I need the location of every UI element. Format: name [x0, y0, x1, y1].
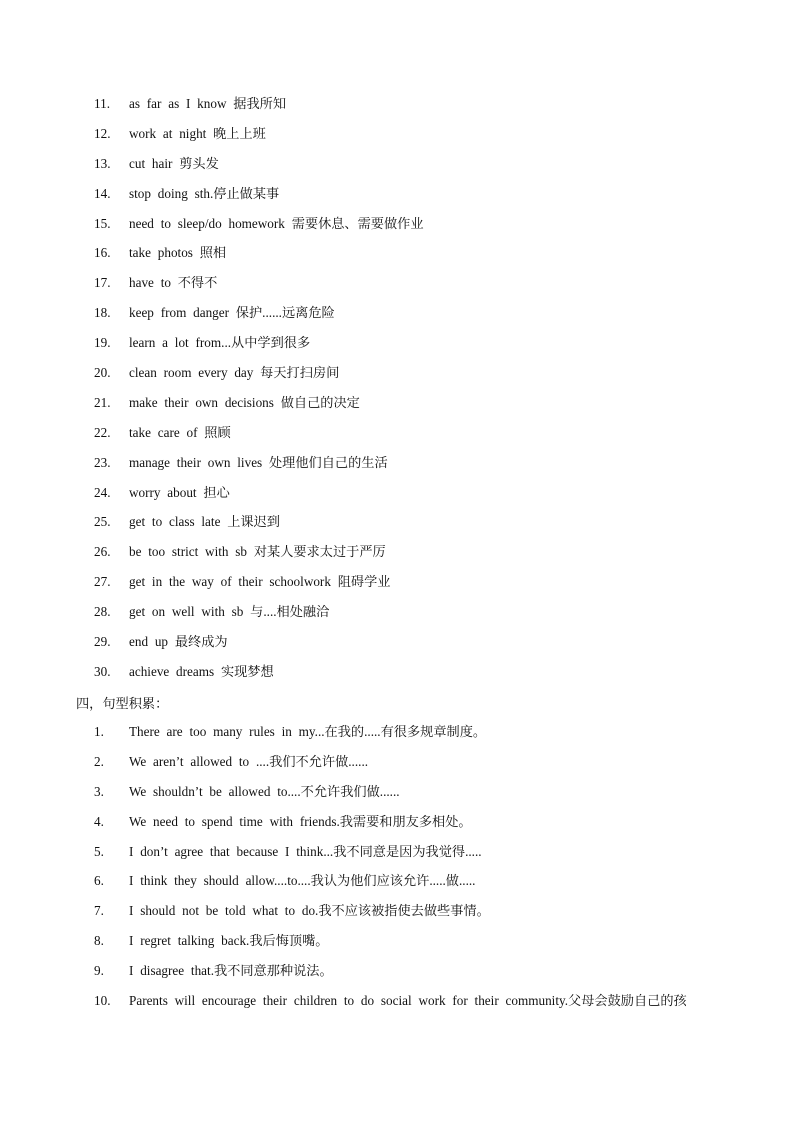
phrase-item: [0, 632, 800, 662]
list-item-text: I don’t agree that because I think...我不同意是因为我觉得.....: [129, 843, 482, 859]
list-item-number: 1.: [94, 724, 104, 739]
phrase-item: [0, 453, 800, 483]
list-item-number: 17.: [94, 275, 111, 291]
list-item-text: We need to spend time with friends.我需要和朋友多相处。: [129, 813, 472, 829]
list-item-text: stop doing sth.停止做某事: [129, 185, 280, 201]
list-item-text: worry about 担心: [129, 484, 230, 500]
list-item-number: 4.: [94, 813, 104, 829]
section-heading: 四，句型积累：: [76, 696, 169, 711]
list-item-number: 22.: [94, 424, 111, 440]
list-item-text: learn a lot from...从中学到很多: [129, 335, 311, 351]
phrase-item: [0, 602, 800, 632]
sentence-item: [0, 961, 800, 991]
list-item-text: cut hair 剪头发: [129, 155, 219, 171]
list-item-number: 10.: [94, 993, 111, 1009]
phrase-item: [0, 124, 800, 154]
list-item-text: keep from danger 保护......远离危险: [129, 305, 335, 321]
list-item-text: clean room every day 每天打扫房间: [129, 365, 340, 381]
phrase-item: [0, 243, 800, 273]
phrase-item: [0, 333, 800, 363]
list-item-number: 21.: [94, 394, 111, 410]
phrase-item: [0, 154, 800, 184]
list-item-text: I should not be told what to do.我不应该被指使去做些事情。: [129, 903, 490, 919]
phrase-item: [0, 303, 800, 333]
phrase-item: [0, 662, 800, 692]
sentence-item: [0, 812, 800, 842]
list-item-number: 5.: [94, 843, 104, 859]
list-item-number: 16.: [94, 245, 111, 261]
phrase-item: [0, 393, 800, 423]
list-item-number: 3.: [94, 783, 104, 799]
sentence-item: [0, 722, 800, 752]
phrase-item: [0, 363, 800, 393]
list-item-text: take photos 照相: [129, 245, 227, 261]
sentence-item: [0, 782, 800, 812]
phrase-item: [0, 184, 800, 214]
list-item-text: We shouldn’t be allowed to....不允许我们做......: [129, 783, 400, 799]
list-item-number: 14.: [94, 185, 111, 201]
list-item-number: 7.: [94, 903, 104, 919]
list-item-text: get on well with sb 与....相处融洽: [129, 604, 330, 620]
list-item-number: 26.: [94, 544, 111, 560]
sentence-item: [0, 901, 800, 931]
list-item-number: 2.: [94, 753, 104, 769]
phrase-item: [0, 512, 800, 542]
list-item-number: 20.: [94, 365, 111, 381]
list-item-text: have to 不得不: [129, 275, 218, 291]
list-item-text: as far as I know 据我所知: [129, 96, 287, 111]
list-item-number: 24.: [94, 484, 111, 500]
phrase-item: [0, 483, 800, 513]
list-item-number: 29.: [94, 634, 111, 650]
list-item-text: need to sleep/do homework 需要休息、需要做作业: [129, 215, 424, 231]
list-item-number: 23.: [94, 454, 111, 470]
phrase-item: [0, 572, 800, 602]
list-item-number: 8.: [94, 933, 104, 949]
phrase-item: [0, 423, 800, 453]
sentence-item: [0, 871, 800, 901]
sentence-item: [0, 931, 800, 961]
phrase-item: [0, 214, 800, 244]
list-item-text: be too strict with sb 对某人要求太过于严厉: [129, 544, 386, 560]
sentence-item: [0, 752, 800, 782]
list-item-text: We aren’t allowed to ....我们不允许做......: [129, 753, 369, 769]
sentence-item: [0, 842, 800, 872]
phrase-item: [0, 273, 800, 303]
list-item-text: end up 最终成为: [129, 634, 228, 650]
list-item-text: achieve dreams 实现梦想: [129, 663, 274, 679]
list-item-number: 12.: [94, 125, 111, 141]
list-item-number: 19.: [94, 335, 111, 351]
list-item-text: manage their own lives 处理他们自己的生活: [129, 454, 388, 470]
list-item-text: get to class late 上课迟到: [129, 514, 280, 530]
sentence-item: [0, 991, 800, 1021]
list-item-text: There are too many rules in my...在我的.....有很多规章制度。: [129, 724, 487, 739]
list-item-text: Parents will encourage their children to do social work for their community.父母会鼓励自己的孩: [129, 993, 687, 1009]
list-item-number: 9.: [94, 963, 104, 979]
phrase-item: [0, 542, 800, 572]
list-item-number: 25.: [94, 514, 111, 530]
list-item-text: make their own decisions 做自己的决定: [129, 394, 360, 410]
list-item-number: 13.: [94, 155, 111, 171]
list-item-number: 6.: [94, 873, 104, 889]
list-item-text: I think they should allow....to....我认为他们应该允许.....做.....: [129, 873, 476, 889]
list-item-number: 15.: [94, 215, 111, 231]
list-item-number: 28.: [94, 604, 111, 620]
list-item-text: I disagree that.我不同意那种说法。: [129, 963, 333, 979]
list-item-number: 11.: [94, 96, 110, 111]
list-item-number: 27.: [94, 574, 111, 590]
list-item-text: take care of 照顾: [129, 424, 231, 440]
list-item-text: I regret talking back.我后悔顶嘴。: [129, 933, 329, 949]
list-item-number: 18.: [94, 305, 111, 321]
phrase-item: [0, 94, 800, 124]
list-item-text: work at night 晚上上班: [129, 125, 266, 141]
sentence-list: [0, 722, 800, 1021]
list-item-number: 30.: [94, 663, 111, 679]
phrase-list: [0, 94, 800, 692]
list-item-text: get in the way of their schoolwork 阻碍学业: [129, 574, 391, 590]
